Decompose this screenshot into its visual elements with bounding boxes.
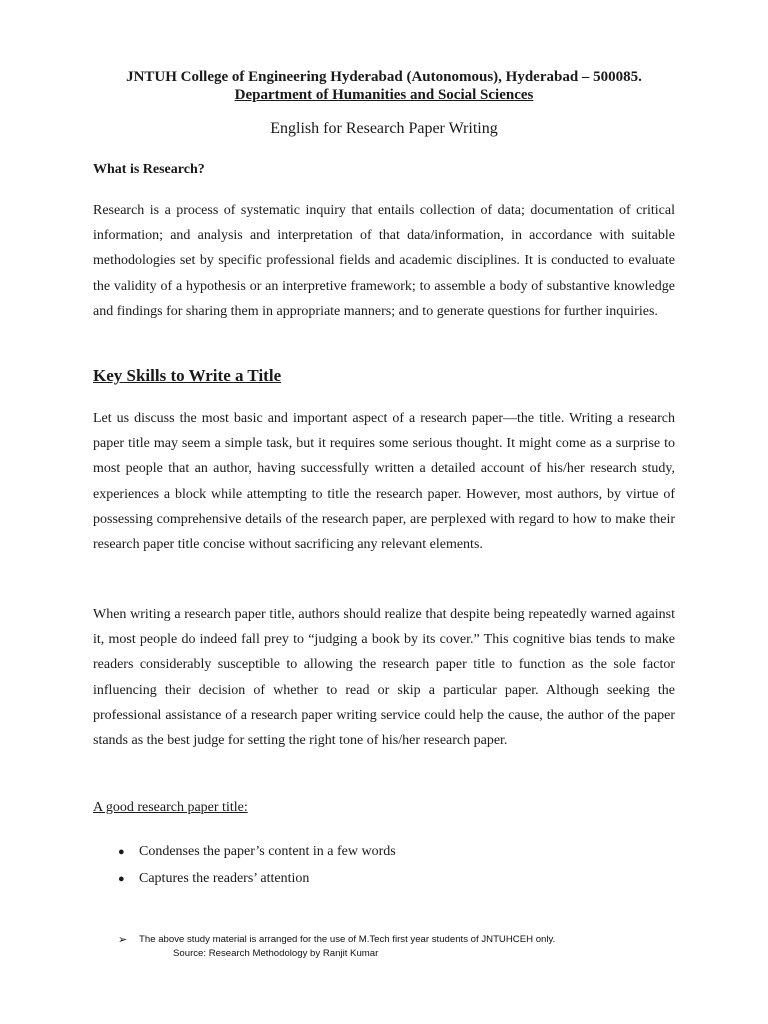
- good-title-subheading: A good research paper title:: [93, 800, 248, 815]
- department-header: Department of Humanities and Social Sciences: [234, 87, 534, 103]
- question-heading: What is Research?: [93, 162, 205, 177]
- arrow-bullet-icon: ➢: [118, 934, 128, 946]
- footer-source-text: Source: Research Methodology by Ranjit Kumar: [173, 948, 379, 959]
- list-item-text: Condenses the paper’s content in a few words: [139, 844, 396, 859]
- title-paragraph-2: When writing a research paper title, authors should realize that despite being repeatedly warned against it, most people do indeed fall prey to “judging a book by its cover.” This cognitive bias tends to make readers considerably susceptible to allowing the research paper title to function as the sole factor influencing their decision of whether to read or skip a particular paper. Although seeking the professional assistance of a research paper writing service could help the cause, the author of the paper stands as the best judge for setting the right tone of his/her research paper.: [93, 607, 675, 749]
- research-definition-paragraph: Research is a process of systematic inquiry that entails collection of data; documentation of critical information; and analysis and interpretation of that data/information, in accordance with suitable methodologies set by specific professional fields and academic disciplines. It is conducted to evaluate the validity of a hypothesis or an interpretive framework; to assemble a body of substantive knowledge and findings for sharing them in appropriate manners; and to generate questions for further inquiries.: [93, 203, 675, 319]
- bullet-icon: ●: [118, 846, 125, 858]
- list-item: [93, 842, 396, 869]
- bullet-icon: ●: [118, 873, 125, 885]
- footer-note-text: The above study material is arranged for the use of M.Tech first year students of JNTUHCEH only.: [139, 934, 556, 945]
- section-heading: Key Skills to Write a Title: [93, 366, 282, 385]
- list-item: [93, 869, 396, 896]
- institution-header: JNTUH College of Engineering Hyderabad (Autonomous), Hyderabad – 500085.: [126, 69, 642, 85]
- list-item-text: Captures the readers’ attention: [139, 871, 310, 886]
- title-paragraph-1: Let us discuss the most basic and important aspect of a research paper—the title. Writing a research paper title may seem a simple task, but it requires some serious thought. It might come as a surprise to most people that an author, having successfully written a detailed account of his/her research study, experiences a block while attempting to title the research paper. However, most authors, by virtue of possessing comprehensive details of the research paper, are perplexed with regard to how to make their research paper title concise without sacrificing any relevant elements.: [93, 411, 675, 553]
- bullet-list: [93, 842, 396, 896]
- document-title: English for Research Paper Writing: [270, 120, 498, 137]
